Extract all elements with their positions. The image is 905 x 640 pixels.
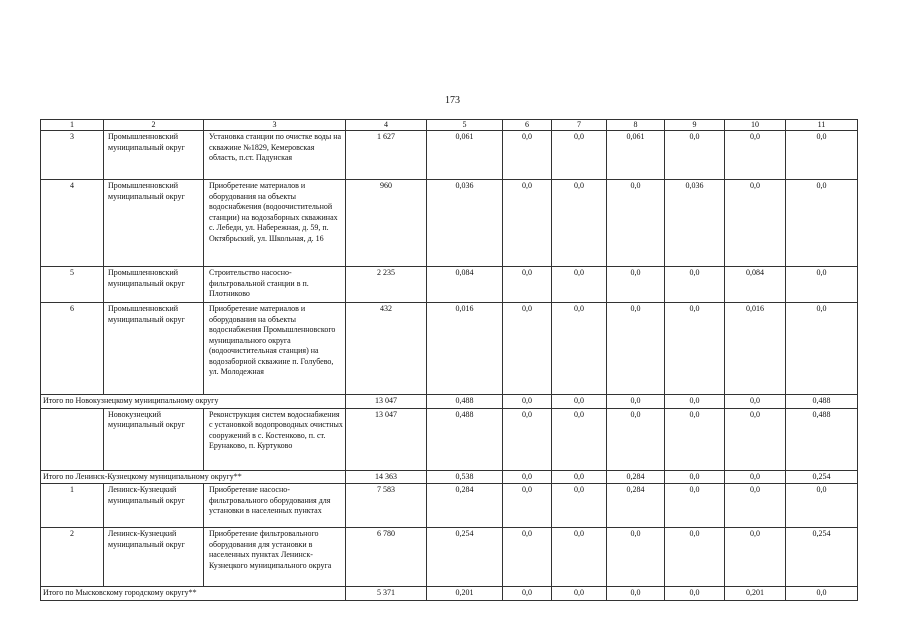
- municipality-name: Промышленновский муниципальный округ: [104, 131, 204, 180]
- value-cell: 0,0: [786, 484, 858, 528]
- column-header: 1: [41, 120, 104, 131]
- value-cell: 0,0: [552, 267, 607, 303]
- municipality-name: Ленинск-Кузнецкий муниципальный округ: [104, 484, 204, 528]
- row-number: [41, 408, 104, 470]
- value-cell: 0,0: [607, 180, 665, 267]
- value-cell: 0,284: [607, 484, 665, 528]
- value-cell: 0,201: [427, 587, 503, 601]
- value-cell: 0,0: [665, 395, 725, 409]
- value-cell: 0,084: [725, 267, 786, 303]
- value-cell: 0,0: [607, 587, 665, 601]
- value-cell: 0,0: [665, 131, 725, 180]
- value-cell: 0,488: [427, 395, 503, 409]
- value-cell: 0,0: [607, 528, 665, 587]
- table-row: [41, 408, 858, 470]
- value-cell: 0,0: [786, 587, 858, 601]
- value-cell: 0,0: [786, 267, 858, 303]
- value-cell: 0,0: [552, 303, 607, 395]
- column-header: 4: [346, 120, 427, 131]
- value-cell: 0,0: [552, 180, 607, 267]
- project-description: Приобретение материалов и оборудования на объекты водоснабжения (водоочистительной станции) на водозаборных скважинах с. Лебеди, ул. Набережная, д. 59, п. Октябрьский, ул. Школьная, д. 16: [204, 180, 346, 267]
- total-label: Итого по Ленинск-Кузнецкому муниципальному округу**: [41, 470, 346, 484]
- municipality-name: Новокузнецкий муниципальный округ: [104, 408, 204, 470]
- value-cell: 5 371: [346, 587, 427, 601]
- project-description: Приобретение фильтровального оборудования для установки в населенных пунктах Ленинск-Кузнецкого муниципального округа: [204, 528, 346, 587]
- value-cell: 0,0: [786, 180, 858, 267]
- column-header: 11: [786, 120, 858, 131]
- value-cell: 0,0: [552, 131, 607, 180]
- value-cell: 0,061: [607, 131, 665, 180]
- value-cell: 0,0: [503, 587, 552, 601]
- value-cell: 0,538: [427, 470, 503, 484]
- column-header: 9: [665, 120, 725, 131]
- value-cell: 0,0: [503, 267, 552, 303]
- value-cell: 6 780: [346, 528, 427, 587]
- value-cell: 0,0: [607, 408, 665, 470]
- value-cell: 0,488: [786, 408, 858, 470]
- value-cell: 0,488: [427, 408, 503, 470]
- value-cell: 0,0: [665, 267, 725, 303]
- header-row: [41, 120, 858, 131]
- value-cell: 2 235: [346, 267, 427, 303]
- municipality-name: Промышленновский муниципальный округ: [104, 180, 204, 267]
- value-cell: 7 583: [346, 484, 427, 528]
- value-cell: 960: [346, 180, 427, 267]
- value-cell: 0,0: [725, 131, 786, 180]
- value-cell: 0,0: [607, 395, 665, 409]
- value-cell: 0,0: [552, 470, 607, 484]
- row-number: 1: [41, 484, 104, 528]
- table-row: [41, 528, 858, 587]
- value-cell: 0,0: [607, 303, 665, 395]
- value-cell: 0,0: [503, 528, 552, 587]
- total-row: [41, 470, 858, 484]
- row-number: 2: [41, 528, 104, 587]
- value-cell: 0,0: [665, 408, 725, 470]
- table-row: [41, 303, 858, 395]
- project-description: Реконструкция систем водоснабжения с установкой водопроводных очистных сооружений в с. Костенково, п. ст. Ерунаково, п. Куртуково: [204, 408, 346, 470]
- value-cell: 0,0: [607, 267, 665, 303]
- column-header: 6: [503, 120, 552, 131]
- value-cell: 0,254: [427, 528, 503, 587]
- value-cell: 0,254: [786, 470, 858, 484]
- value-cell: 0,0: [665, 303, 725, 395]
- project-description: Приобретение материалов и оборудования на объекты водоснабжения Промышленновского муниципального округа (водоочистительная станция) на водозаборной скважине п. Голубево, ул. Молодежная: [204, 303, 346, 395]
- value-cell: 13 047: [346, 395, 427, 409]
- value-cell: 0,0: [503, 131, 552, 180]
- table-body: [41, 120, 858, 601]
- value-cell: 0,0: [503, 180, 552, 267]
- total-label: Итого по Новокузнецкому муниципальному округу: [41, 395, 346, 409]
- value-cell: 0,0: [552, 395, 607, 409]
- project-description: Строительство насосно-фильтровальной станции в п. Плотниково: [204, 267, 346, 303]
- table-row: [41, 267, 858, 303]
- value-cell: 0,036: [665, 180, 725, 267]
- value-cell: 0,0: [503, 395, 552, 409]
- row-number: 6: [41, 303, 104, 395]
- value-cell: 0,0: [725, 180, 786, 267]
- value-cell: 0,0: [725, 484, 786, 528]
- value-cell: 0,0: [552, 408, 607, 470]
- table-row: [41, 131, 858, 180]
- value-cell: 0,0: [725, 408, 786, 470]
- value-cell: 0,0: [725, 470, 786, 484]
- value-cell: 0,0: [665, 587, 725, 601]
- column-header: 2: [104, 120, 204, 131]
- column-header: 8: [607, 120, 665, 131]
- value-cell: 0,0: [552, 528, 607, 587]
- value-cell: 0,016: [725, 303, 786, 395]
- value-cell: 0,0: [665, 470, 725, 484]
- value-cell: 0,0: [503, 303, 552, 395]
- column-header: 7: [552, 120, 607, 131]
- value-cell: 0,016: [427, 303, 503, 395]
- municipality-name: Ленинск-Кузнецкий муниципальный округ: [104, 528, 204, 587]
- value-cell: 14 363: [346, 470, 427, 484]
- column-header: 5: [427, 120, 503, 131]
- municipality-name: Промышленновский муниципальный округ: [104, 303, 204, 395]
- table-row: [41, 484, 858, 528]
- value-cell: 13 047: [346, 408, 427, 470]
- page-number: 173: [445, 95, 460, 106]
- value-cell: 0,0: [786, 131, 858, 180]
- total-label: Итого по Мысковскому городскому округу**: [41, 587, 346, 601]
- value-cell: 0,201: [725, 587, 786, 601]
- value-cell: 0,0: [552, 484, 607, 528]
- value-cell: 0,254: [786, 528, 858, 587]
- data-table: [40, 119, 858, 601]
- value-cell: 0,0: [503, 408, 552, 470]
- value-cell: 0,284: [607, 470, 665, 484]
- value-cell: 0,284: [427, 484, 503, 528]
- value-cell: 0,036: [427, 180, 503, 267]
- value-cell: 0,0: [503, 470, 552, 484]
- value-cell: 432: [346, 303, 427, 395]
- row-number: 4: [41, 180, 104, 267]
- value-cell: 0,084: [427, 267, 503, 303]
- column-header: 10: [725, 120, 786, 131]
- value-cell: 1 627: [346, 131, 427, 180]
- value-cell: 0,0: [552, 587, 607, 601]
- value-cell: 0,0: [503, 484, 552, 528]
- total-row: [41, 587, 858, 601]
- value-cell: 0,488: [786, 395, 858, 409]
- column-header: 3: [204, 120, 346, 131]
- total-row: [41, 395, 858, 409]
- table-row: [41, 180, 858, 267]
- row-number: 3: [41, 131, 104, 180]
- value-cell: 0,0: [665, 484, 725, 528]
- value-cell: 0,0: [665, 528, 725, 587]
- municipality-name: Промышленновский муниципальный округ: [104, 267, 204, 303]
- value-cell: 0,0: [786, 303, 858, 395]
- value-cell: 0,061: [427, 131, 503, 180]
- row-number: 5: [41, 267, 104, 303]
- project-description: Приобретение насосно-фильтровального оборудования для установки в населенных пунктах: [204, 484, 346, 528]
- project-description: Установка станции по очистке воды на скважине №1829, Кемеровская область, п.ст. Падунская: [204, 131, 346, 180]
- value-cell: 0,0: [725, 395, 786, 409]
- value-cell: 0,0: [725, 528, 786, 587]
